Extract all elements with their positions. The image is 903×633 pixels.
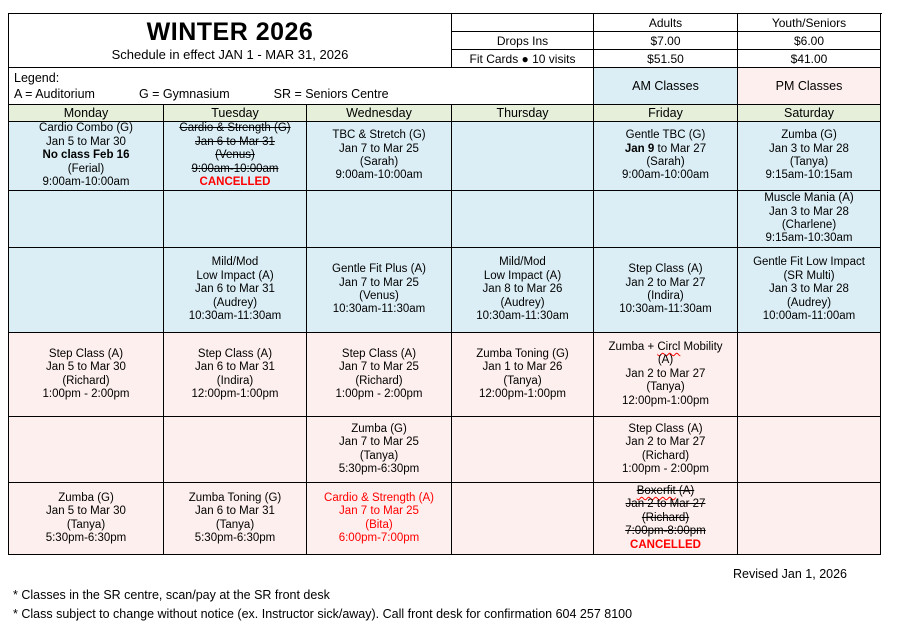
footnote-change-notice: * Class subject to change without notice (ex. Instructor sick/away). Call front desk for confirmation 604 257 8100 [13,606,633,621]
pricing-dropins-youth: $6.00 [738,32,881,50]
schedule-table [8,13,882,555]
day-header-tuesday: Tuesday [164,105,307,122]
legend-items [14,86,389,102]
class-cell-friday-row1: Gentle TBC (G) Jan 9 to Mar 27 (Sarah) 9:00am-10:00am [594,122,738,191]
class-cell-saturday-row6 [738,483,881,555]
class-cell-saturday-row4 [738,333,881,417]
class-cell-wednesday-row1: TBC & Stretch (G) Jan 7 to Mar 25 (Sarah) 9:00am-10:00am [307,122,452,191]
day-header-friday: Friday [594,105,738,122]
class-cell-thursday-row6 [452,483,594,555]
page-title: WINTER 2026 [146,18,314,46]
pricing-dropins-label: Drops Ins [452,32,594,50]
day-header-monday: Monday [9,105,164,122]
class-cell-saturday-row1: Zumba (G) Jan 3 to Mar 28 (Tanya) 9:15am-10:15am [738,122,881,191]
class-cell-tuesday-row5 [164,417,307,483]
class-cell-tuesday-row4: Step Class (A) Jan 6 to Mar 31 (Indira) 12:00pm-1:00pm [164,333,307,417]
pm-classes-label-cell: PM Classes [738,68,881,105]
class-cell-wednesday-row4: Step Class (A) Jan 7 to Mar 25 (Richard) 1:00pm - 2:00pm [307,333,452,417]
pricing-fitcards-adults: $51.50 [594,50,738,68]
pricing-header-youth-seniors: Youth/Seniors [738,14,881,32]
class-cell-wednesday-row2 [307,191,452,248]
footnotes [13,586,632,623]
class-cell-friday-row4: Zumba + Circl Mobility (A) Jan 2 to Mar 27 (Tanya) 12:00pm-1:00pm [594,333,738,417]
class-cell-wednesday-row6: Cardio & Strength (A) Jan 7 to Mar 25 (Bita) 6:00pm-7:00pm [307,483,452,555]
class-cell-tuesday-row3: Mild/Mod Low Impact (A) Jan 6 to Mar 31 (Audrey) 10:30am-11:30am [164,248,307,333]
class-cell-friday-row5: Step Class (A) Jan 2 to Mar 27 (Richard) 1:00pm - 2:00pm [594,417,738,483]
class-cell-friday-row3: Step Class (A) Jan 2 to Mar 27 (Indira) 10:30am-11:30am [594,248,738,333]
class-cell-wednesday-row5: Zumba (G) Jan 7 to Mar 25 (Tanya) 5:30pm-6:30pm [307,417,452,483]
legend-item-seniors-centre: SR = Seniors Centre [273,87,389,101]
class-cell-monday-row5 [9,417,164,483]
top-section [9,14,882,68]
pricing-fitcards-youth: $41.00 [738,50,881,68]
pricing-dropins-adults: $7.00 [594,32,738,50]
legend-cell [9,68,594,105]
title-cell [9,14,452,68]
class-cell-monday-row2 [9,191,164,248]
pricing-corner [452,14,594,32]
am-classes-label-cell: AM Classes [594,68,738,105]
class-cell-tuesday-row6: Zumba Toning (G) Jan 6 to Mar 31 (Tanya) 5:30pm-6:30pm [164,483,307,555]
class-cell-monday-row4: Step Class (A) Jan 5 to Mar 30 (Richard) 1:00pm - 2:00pm [9,333,164,417]
schedule-dates: Schedule in effect JAN 1 - MAR 31, 2026 [111,47,349,62]
class-cell-monday-row3 [9,248,164,333]
class-cell-saturday-row3: Gentle Fit Low Impact (SR Multi) Jan 3 to Mar 28 (Audrey) 10:00am-11:00am [738,248,881,333]
day-header-thursday: Thursday [452,105,594,122]
class-cell-tuesday-row2 [164,191,307,248]
schedule-grid [9,122,882,555]
day-header-row [9,105,882,122]
class-cell-thursday-row2 [452,191,594,248]
day-header-saturday: Saturday [738,105,881,122]
class-cell-tuesday-row1: Cardio & Strength (G) Jan 6 to Mar 31 (Venus) 9:00am-10:00am CANCELLED [164,122,307,191]
class-cell-wednesday-row3: Gentle Fit Plus (A) Jan 7 to Mar 25 (Venus) 10:30am-11:30am [307,248,452,333]
legend-section [9,68,882,105]
class-cell-friday-row6: Boxerfit (A) Jan 2 to Mar 27 (Richard) 7:00pm-8:00pm CANCELLED [594,483,738,555]
class-cell-thursday-row3: Mild/Mod Low Impact (A) Jan 8 to Mar 26 (Audrey) 10:30am-11:30am [452,248,594,333]
class-cell-thursday-row4: Zumba Toning (G) Jan 1 to Mar 26 (Tanya) 12:00pm-1:00pm [452,333,594,417]
legend-heading: Legend: [14,71,60,85]
class-cell-monday-row6: Zumba (G) Jan 5 to Mar 30 (Tanya) 5:30pm-6:30pm [9,483,164,555]
legend-item-gymnasium: G = Gymnasium [138,87,230,101]
class-cell-saturday-row5 [738,417,881,483]
pricing-header-adults: Adults [594,14,738,32]
class-cell-monday-row1: Cardio Combo (G) Jan 5 to Mar 30 No class Feb 16 (Ferial) 9:00am-10:00am [9,122,164,191]
day-header-wednesday: Wednesday [307,105,452,122]
class-cell-saturday-row2: Muscle Mania (A) Jan 3 to Mar 28 (Charlene) 9:15am-10:30am [738,191,881,248]
class-cell-friday-row2 [594,191,738,248]
pricing-fitcards-label: Fit Cards ● 10 visits [452,50,594,68]
footnote-sr-centre: * Classes in the SR centre, scan/pay at the SR front desk [13,588,330,602]
legend-item-auditorium: A = Auditorium [14,87,95,101]
class-cell-thursday-row5 [452,417,594,483]
revised-date: Revised Jan 1, 2026 [733,567,847,581]
class-cell-thursday-row1 [452,122,594,191]
